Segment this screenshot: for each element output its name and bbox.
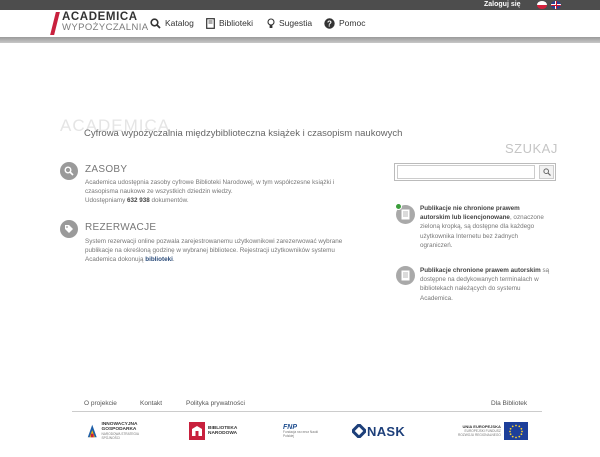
bn-line2: NARODOWA xyxy=(208,431,238,436)
lightbulb-icon xyxy=(267,18,275,29)
free-publication-desc: , oznaczone zieloną kropką, są dostępne dla każdego użytkownika Internetu bez żadnych ograniczeń. xyxy=(420,214,544,249)
zasoby-count-prefix: Udostępniamy xyxy=(85,197,126,205)
nask-text: NASK xyxy=(367,423,406,439)
logo-unia-europejska[interactable] xyxy=(458,420,530,442)
nav-pomoc[interactable] xyxy=(324,16,365,30)
logo-biblioteka-narodowa[interactable] xyxy=(189,420,249,442)
footer-divider xyxy=(72,411,542,412)
eu-flag-icon xyxy=(504,422,528,440)
ghost-title: ACADEMICA xyxy=(60,116,171,135)
ig-line3: NARODOWA STRATEGIA SPÓJNOŚCI xyxy=(101,432,139,441)
national-library-icon xyxy=(189,422,205,440)
free-publication-text xyxy=(420,204,550,250)
nav-biblioteki[interactable] xyxy=(206,16,253,30)
innovative-economy-icon xyxy=(86,422,98,440)
nav-pomoc-label: Pomoc xyxy=(339,18,366,28)
search-button[interactable] xyxy=(539,165,554,179)
logo-line2[interactable]: WYPOŻYCZALNIA xyxy=(62,22,149,33)
nav-sugestia-label: Sugestia xyxy=(279,18,313,28)
footer-link-dla-bibliotek[interactable]: Dla Bibliotek xyxy=(491,400,528,407)
nav-katalog-label: Katalog xyxy=(165,18,194,28)
nav-sugestia[interactable] xyxy=(267,16,312,30)
footer-link-kontakt[interactable]: Kontakt xyxy=(140,400,163,407)
protected-publication-text xyxy=(420,266,550,303)
search-icon xyxy=(150,18,161,29)
document-icon xyxy=(401,209,410,220)
nav-biblioteki-label: Biblioteki xyxy=(219,18,254,28)
flag-en-icon[interactable] xyxy=(551,1,561,9)
page-tagline: Cyfrowa wypożyczalnia międzybiblioteczna książek i czasopism naukowych xyxy=(84,128,403,139)
search-input[interactable] xyxy=(397,165,535,179)
logo-nask[interactable] xyxy=(352,420,418,442)
footer-link-o-projekcie[interactable]: O projekcie xyxy=(84,400,117,407)
login-link[interactable]: Zaloguj się xyxy=(484,1,521,8)
ig-line1: INNOWACYJNA xyxy=(101,421,138,427)
zasoby-text xyxy=(85,178,355,206)
header-divider xyxy=(0,37,600,43)
ue-line2: EUROPEJSKI FUNDUSZ xyxy=(464,429,501,434)
rezerwacje-description: System rezerwacji online pozwala zarejestrowanemu użytkownikowi zarezerwować wybrane publikacje na określoną godzinę w wybranej bibliotece. Rejestracji użytkowników systemu Academica dokonują xyxy=(85,238,343,264)
biblioteki-link[interactable]: biblioteki xyxy=(145,256,173,264)
fnp-sub: Fundacja na rzecz Nauki Polskiej xyxy=(283,429,319,438)
ig-line2: GOSPODARKA xyxy=(101,427,137,432)
nav-katalog[interactable] xyxy=(150,16,194,30)
protected-publication-bold: Publikacje chronione prawem autorskim xyxy=(420,267,541,274)
flag-pl-icon[interactable] xyxy=(537,1,547,9)
rezerwacje-title: REZERWACJE xyxy=(85,222,157,233)
logo-innowacyjna-gospodarka[interactable] xyxy=(86,420,152,442)
zasoby-icon xyxy=(60,162,78,180)
logo-fnp[interactable] xyxy=(283,420,325,442)
svg-text:?: ? xyxy=(327,18,332,28)
zasoby-count: 632 938 xyxy=(127,197,150,205)
free-publication-bold: Publikacje nie chronione prawem autorskim lub licencjonowane xyxy=(420,205,520,222)
zasoby-description: Academica udostępnia zasoby cyfrowe Biblioteki Narodowej, w tym współczesne książki i czasopisma naukowe ze wszystkich dziedzin wiedzy. xyxy=(85,179,335,196)
zasoby-count-suffix: dokumentów. xyxy=(151,197,189,205)
search-icon xyxy=(64,166,74,176)
tag-icon xyxy=(64,224,74,234)
footer-link-polityka[interactable]: Polityka prywatności xyxy=(186,400,245,407)
green-dot-icon xyxy=(395,203,402,210)
search-heading: SZUKAJ xyxy=(505,141,558,156)
help-icon xyxy=(324,18,335,29)
rezerwacje-end: . xyxy=(172,256,175,264)
document-icon xyxy=(401,270,410,281)
search-icon xyxy=(543,168,551,176)
protected-publication-icon xyxy=(396,266,415,285)
ue-line1: UNIA EUROPEJSKA xyxy=(462,423,501,429)
book-icon xyxy=(206,18,215,29)
fnp-text: FNP xyxy=(283,423,297,431)
logo-line1[interactable]: ACADEMICA xyxy=(62,11,138,23)
rezerwacje-text xyxy=(85,237,355,265)
nask-mark-icon xyxy=(352,424,366,438)
ue-line3: ROZWOJU REGIONALNEGO xyxy=(458,433,501,438)
zasoby-title: ZASOBY xyxy=(85,164,128,175)
rezerwacje-icon xyxy=(60,220,78,238)
bn-line1: BIBLIOTEKA xyxy=(208,425,238,431)
protected-publication-desc: są dostępne na dedykowanych terminalach w bibliotekach należących do systemu Academica. xyxy=(420,267,550,302)
